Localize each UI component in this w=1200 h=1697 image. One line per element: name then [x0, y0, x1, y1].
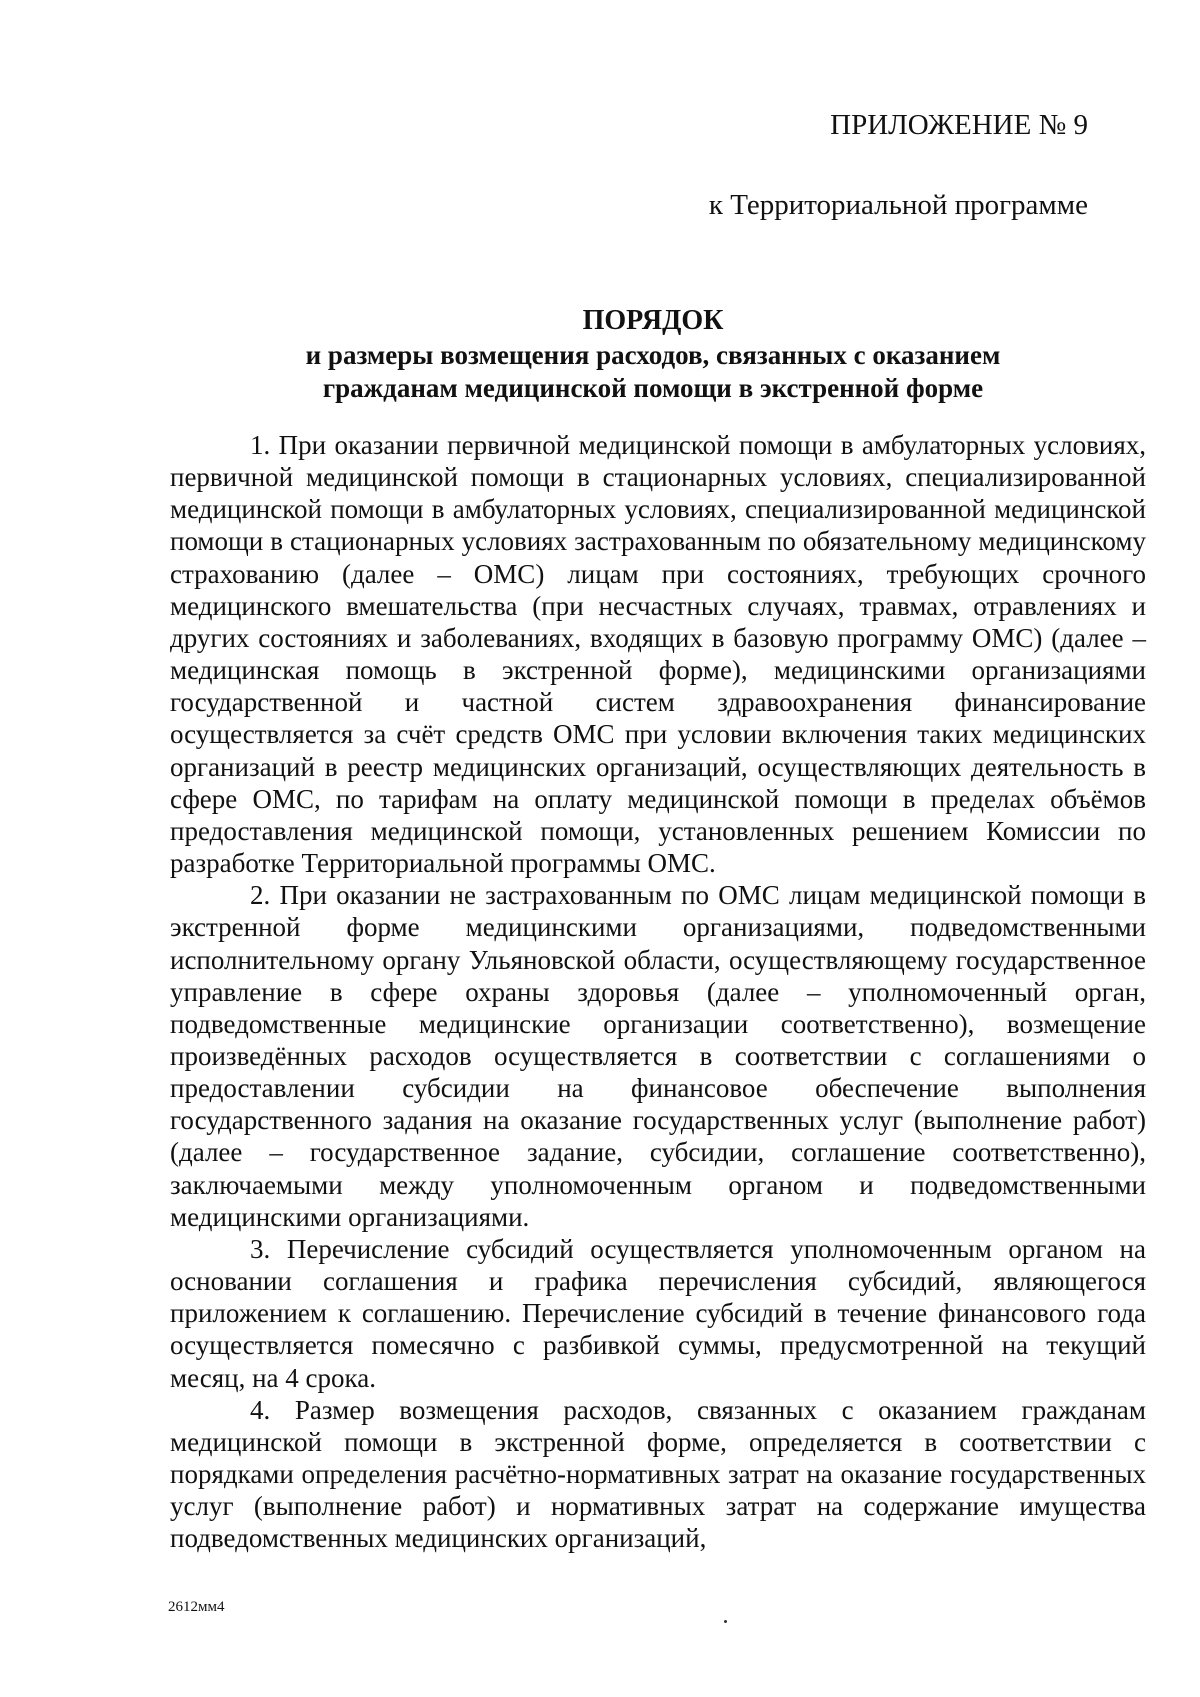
document-code: 2612мм4 — [168, 1599, 225, 1615]
title-main: ПОРЯДОК — [582, 305, 724, 336]
paragraph-2: 2. При оказании не застрахованным по ОМС лицам медицинской помощи в экстренной форме медицинскими организациями, подведомственными исполнительному органу Ульяновской области, осуществляющему государственное управление в сфере охраны здоровья (далее – уполномоченный орган, подведомственные медицинские организации соответственно), возмещение произведённых расходов осуществляется в соответствии с соглашениями о предоставлении субсидии на финансовое обеспечение выполнения государственного задания на оказание государственных услуг (выполнение работ) (далее – государственное задание, субсидии, соглашение соответственно), заключаемыми между уполномоченным органом и подведомственными медицинскими организациями. — [170, 880, 1146, 1232]
document-title — [160, 304, 1146, 405]
document-body — [170, 429, 1146, 1554]
appendix-reference: к Территориальной программе — [708, 189, 1088, 221]
appendix-header — [709, 108, 1088, 222]
appendix-number: ПРИЛОЖЕНИЕ № 9 — [830, 109, 1088, 141]
paragraph-4: 4. Размер возмещения расходов, связанных с оказанием гражданам медицинской помощи в экстренной форме, определяется в соответствии с порядками определения расчётно-нормативных затрат на оказание государственных услуг (выполнение работ) и нормативных затрат на содержание имущества подведомственных медицинских организаций, — [170, 1394, 1146, 1554]
scan-speck — [724, 1620, 727, 1623]
paragraph-1: 1. При оказании первичной медицинской помощи в амбулаторных условиях, первичной медицинской помощи в стационарных условиях, специализированной медицинской помощи в амбулаторных условиях, специализированной медицинской помощи в стационарных условиях застрахованным по обязательному медицинскому страхованию (далее – ОМС) лицам при состояниях, требующих срочного медицинского вмешательства (при несчастных случаях, травмах, отравлениях и других состояниях и заболеваниях, входящих в базовую программу ОМС) (далее – медицинская помощь в экстренной форме), медицинскими организациями государственной и частной систем здравоохранения финансирование осуществляется за счёт средств ОМС при условии включения таких медицинских организаций в реестр медицинских организаций, осуществляющих деятельность в сфере ОМС, по тарифам на оплату медицинской помощи в пределах объёмов предоставления медицинской помощи, установленных решением Комиссии по разработке Территориальной программы ОМС. — [170, 430, 1146, 879]
paragraph-3: 3. Перечисление субсидий осуществляется уполномоченным органом на основании соглашения и графика перечисления субсидий, являющегося приложением к соглашению. Перечисление субсидий в течение финансового года осуществляется помесячно с разбивкой суммы, предусмотренной на текущий месяц, на 4 срока. — [170, 1233, 1146, 1393]
title-line-2: и размеры возмещения расходов, связанных с оказанием — [305, 340, 1001, 370]
title-line-3: гражданам медицинской помощи в экстренной форме — [322, 373, 984, 403]
